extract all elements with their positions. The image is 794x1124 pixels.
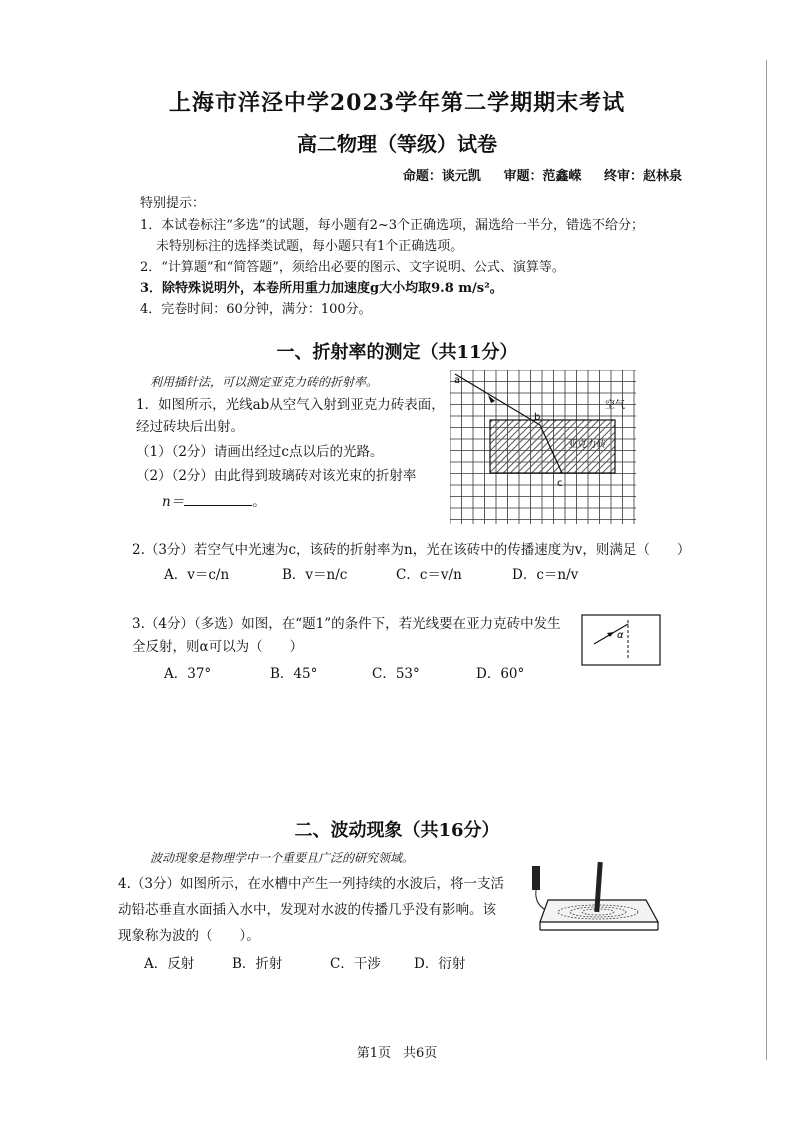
label-brick: 亚克力砖 — [568, 439, 607, 450]
q4-option-c[interactable]: C．干涉 — [330, 956, 381, 972]
q4-line1: 4.（3分）如图所示，在水槽中产生一列持续的水波后，将一支活 — [118, 876, 504, 892]
tip-item: 3．除特殊说明外，本卷所用重力加速度g大小均取9.8 m/s²。 — [140, 281, 503, 296]
q2-option-b[interactable]: B．v＝n/c — [282, 567, 348, 583]
answer-blank[interactable] — [184, 493, 252, 506]
exam-subtitle: 高二物理（等级）试卷 — [297, 132, 497, 156]
tip-item: 2．“计算题”和“简答题”，须给出必要的图示、文字说明、公式、演算等。 — [140, 260, 565, 275]
q2-stem: 2.（3分）若空气中光速为c，该砖的折射率为n，光在该砖中的传播速度为v，则满足（ ） — [132, 542, 691, 558]
q4-line3: 现象称为波的（ ）。 — [118, 928, 260, 944]
author-final: 终审：赵林泉 — [603, 169, 682, 184]
q2-option-d[interactable]: D．c＝n/v — [512, 567, 579, 583]
tips-heading: 特别提示： — [140, 196, 206, 211]
label-air: 空气 — [605, 400, 625, 411]
label-c: c — [557, 478, 563, 489]
refraction-grid-diagram — [450, 370, 640, 526]
q2-option-a[interactable]: A．v＝c/n — [164, 567, 230, 583]
q1-line1: 1．如图所示，光线ab从空气入射到亚克力砖表面， — [136, 397, 445, 413]
page-number: 第1页 — [356, 1046, 391, 1061]
page-footer — [0, 1042, 794, 1061]
q2-option-c[interactable]: C．c＝v/n — [396, 567, 462, 583]
q1-part1: （1）（2分）请画出经过c点以后的光路。 — [136, 444, 384, 460]
label-a: a — [454, 375, 461, 386]
q1-answer-line — [162, 490, 266, 510]
water-tank-diagram — [526, 860, 662, 940]
q3-option-a[interactable]: A．37° — [164, 666, 212, 682]
page-total: 共6页 — [403, 1046, 438, 1061]
total-reflection-diagram — [580, 612, 662, 668]
q3-option-c[interactable]: C．53° — [372, 666, 420, 682]
q3-line1: 3.（4分）（多选）如图，在“题1”的条件下，若光线要在亚力克砖中发生 — [132, 616, 561, 632]
q3-option-b[interactable]: B．45° — [270, 666, 318, 682]
q4-option-b[interactable]: B．折射 — [232, 956, 283, 972]
n-label: n＝ — [162, 494, 185, 510]
scan-edge-line — [766, 60, 767, 1060]
q4-option-a[interactable]: A．反射 — [144, 956, 195, 972]
exam-title: 上海市洋泾中学2023学年第二学期期末考试 — [168, 90, 626, 116]
n-end: 。 — [252, 494, 266, 510]
authors-line — [385, 165, 682, 184]
section1-intro: 利用插针法，可以测定亚克力砖的折射率。 — [150, 375, 379, 389]
q1-line2: 经过砖块后出射。 — [136, 419, 244, 435]
tip-item: 未特别标注的选择类试题，每小题只有1个正确选项。 — [156, 239, 464, 254]
q4-option-d[interactable]: D．衍射 — [414, 956, 466, 972]
tip-item: 4．完卷时间：60分钟，满分：100分。 — [140, 302, 372, 317]
q3-option-d[interactable]: D．60° — [476, 666, 525, 682]
q1-part2: （2）（2分）由此得到玻璃砖对该光束的折射率 — [136, 468, 417, 484]
label-b: b — [534, 412, 541, 423]
author-reviewer: 审题：范鑫嵘 — [503, 169, 582, 184]
section1-heading: 一、折射率的测定（共11分） — [276, 342, 518, 363]
tip-item: 1．本试卷标注“多选”的试题，每小题有2~3个正确选项，漏选给一半分，错选不给分； — [140, 218, 644, 233]
wave-source-icon — [532, 866, 540, 890]
q3-line2: 全反射，则α可以为（ ） — [132, 639, 304, 655]
label-alpha: α — [617, 630, 624, 641]
q4-line2: 动铅芯垂直水面插入水中，发现对水波的传播几乎没有影响。该 — [118, 902, 496, 918]
section2-intro: 波动现象是物理学中一个重要且广泛的研究领域。 — [150, 851, 415, 865]
author-setter: 命题：谈元凯 — [402, 169, 481, 184]
section2-heading: 二、波动现象（共16分） — [294, 820, 500, 841]
